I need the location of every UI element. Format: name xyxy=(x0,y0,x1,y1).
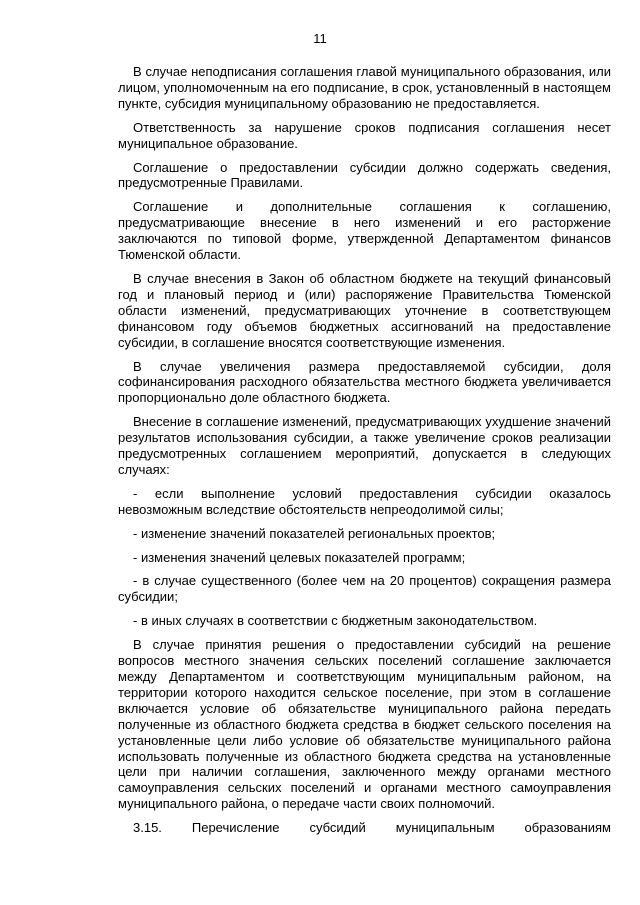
list-item: - в случае существенного (более чем на 20 процентов) сокращения размера субсидии; xyxy=(118,573,611,605)
paragraph: В случае увеличения размера предоставляемой субсидии, доля софинансирования расходного обязательства местного бюджета увеличивается пропорционально доле областного бюджета. xyxy=(118,358,611,406)
paragraph: Ответственность за нарушение сроков подписания соглашения несет муниципальное образование. xyxy=(118,119,611,151)
document-body xyxy=(118,64,611,844)
list-item: - изменения значений целевых показателей программ; xyxy=(133,549,466,565)
list-item: - в иных случаях в соответствии с бюджетным законодательством. xyxy=(133,613,538,629)
paragraph: В случае неподписания соглашения главой муниципального образования, или лицом, уполномоченным на его подписание, в срок, установленный в настоящем пункте, субсидия муниципальному образованию не предоставляется. xyxy=(118,64,611,111)
page-number: 11 xyxy=(313,31,327,46)
paragraph: В случае внесения в Закон об областном бюджете на текущий финансовый год и плановый период и (или) распоряжение Правительства Тюменской области изменений, предусматривающих уточнение в соответствующем финансовом году объемов бюджетных ассигнований на предоставление субсидии, в соглашение вносятся соответствующие изменения. xyxy=(118,270,611,350)
paragraph: В случае принятия решения о предоставлении субсидий на решение вопросов местного значения сельских поселений соглашение заключается между Департаментом и соответствующим муниципальным районом, на территории которого находится сельское поселение, при этом в соглашение включается условие об обязательстве муниципального района передать полученные из областного бюджета средства в бюджет сельского поселения на установленные цели либо условие об обязательстве муниципального района использовать полученные из областного бюджета средства на установленные цели при наличии соглашения, заключенного между органами местного самоуправления сельских поселений и органами местного самоуправления муниципального района, о передаче части своих полномочий. xyxy=(118,637,611,812)
paragraph: Соглашение и дополнительные соглашения к соглашению, предусматривающие внесение в него изменений и его расторжение заключаются по типовой форме, утвержденной Департаментом финансов Тюменской области. xyxy=(118,199,611,263)
list-item: - если выполнение условий предоставления субсидии оказалось невозможным вследствие обстоятельств непреодолимой силы; xyxy=(118,485,611,517)
paragraph: Внесение в соглашение изменений, предусматривающих ухудшение значений результатов использования субсидии, а также увеличение сроков реализации предусмотренных соглашением мероприятий, допускается в следующих случаях: xyxy=(118,414,611,477)
paragraph: Соглашение о предоставлении субсидии должно содержать сведения, предусмотренные Правилами. xyxy=(118,159,611,191)
section-heading: 3.15. Перечисление субсидий муниципальным образованиям xyxy=(133,820,611,836)
list-item: - изменение значений показателей региональных проектов; xyxy=(133,525,496,541)
